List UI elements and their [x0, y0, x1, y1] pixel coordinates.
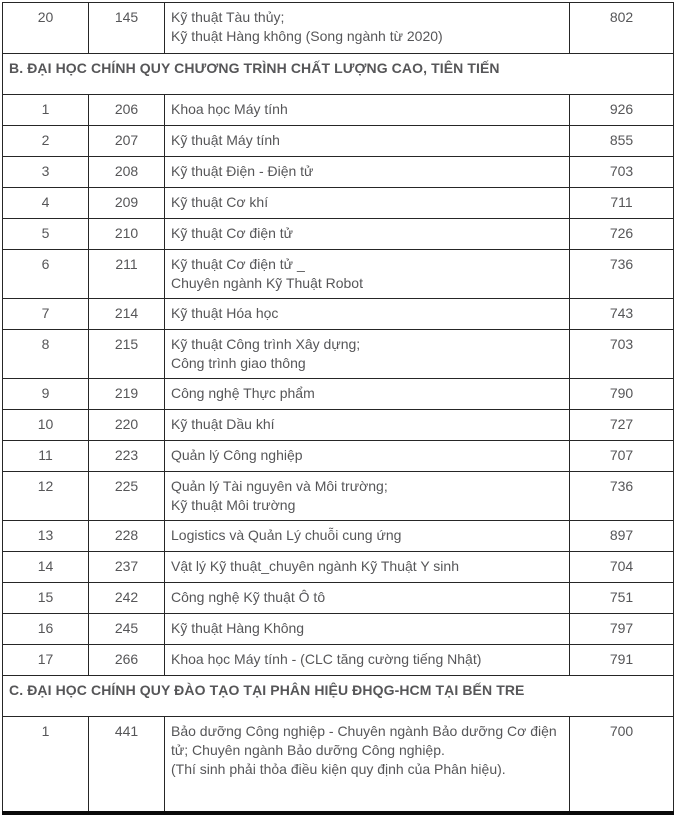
cell-score: 703: [570, 157, 674, 188]
cell-major-code: 210: [89, 219, 165, 250]
table-row: [3, 472, 674, 521]
cell-major-name: [165, 717, 570, 813]
table-row: [3, 410, 674, 441]
cell-major-code: 237: [89, 552, 165, 583]
major-name-line: Logistics và Quản Lý chuỗi cung ứng: [171, 527, 402, 543]
cell-stt: 16: [3, 614, 89, 645]
cell-major-name: [165, 410, 570, 441]
cell-major-name: [165, 3, 570, 54]
cell-major-name: [165, 219, 570, 250]
section-header-label: C. ĐẠI HỌC CHÍNH QUY ĐÀO TẠO TẠI PHÂN HIỆU ĐHQG-HCM TẠI BẾN TRE: [3, 676, 674, 717]
cell-stt: 2: [3, 126, 89, 157]
cell-major-name: [165, 441, 570, 472]
table-row: [3, 219, 674, 250]
table-row: [3, 521, 674, 552]
cell-major-code: 214: [89, 299, 165, 330]
cell-major-code: 245: [89, 614, 165, 645]
cell-major-code: 242: [89, 583, 165, 614]
cell-major-name: [165, 95, 570, 126]
cell-score: 726: [570, 219, 674, 250]
cell-major-name: [165, 583, 570, 614]
cell-score: 791: [570, 645, 674, 676]
cell-major-name: [165, 645, 570, 676]
cell-major-code: 223: [89, 441, 165, 472]
cell-score: 707: [570, 441, 674, 472]
cell-score: 751: [570, 583, 674, 614]
admission-scores-table: [2, 2, 674, 815]
major-name-line: Kỹ thuật Cơ điện tử: [171, 225, 294, 241]
table-row: [3, 157, 674, 188]
table-row: [3, 379, 674, 410]
cell-stt: 6: [3, 250, 89, 299]
section-header-row: [3, 676, 674, 717]
cell-stt: 12: [3, 472, 89, 521]
major-name-line: Kỹ thuật Hàng Không: [171, 620, 305, 636]
section-header-row: [3, 54, 674, 95]
cell-stt: 10: [3, 410, 89, 441]
cell-major-code: 220: [89, 410, 165, 441]
major-name-line: Công nghệ Kỹ thuật Ô tô: [171, 589, 326, 605]
cell-major-code: 215: [89, 330, 165, 379]
cell-major-code: 225: [89, 472, 165, 521]
cell-stt: 3: [3, 157, 89, 188]
major-name-line: Chuyên ngành Kỹ Thuật Robot: [171, 275, 363, 291]
cell-major-code: 207: [89, 126, 165, 157]
major-name-line: Kỹ thuật Hóa học: [171, 305, 279, 321]
cell-major-name: [165, 614, 570, 645]
cell-score: 704: [570, 552, 674, 583]
major-name-line: Kỹ thuật Dầu khí: [171, 416, 275, 432]
major-name-line: Kỹ thuật Công trình Xây dựng;: [171, 336, 361, 352]
cell-score: 736: [570, 250, 674, 299]
cell-major-code: 266: [89, 645, 165, 676]
cell-major-name: [165, 379, 570, 410]
cell-major-name: [165, 521, 570, 552]
cell-stt: 14: [3, 552, 89, 583]
table-row: [3, 250, 674, 299]
cell-score: 736: [570, 472, 674, 521]
cell-stt: 15: [3, 583, 89, 614]
cell-score: 797: [570, 614, 674, 645]
major-name-line: Kỹ thuật Hàng không (Song ngành từ 2020): [171, 28, 443, 44]
cell-major-name: [165, 472, 570, 521]
cell-stt: 1: [3, 95, 89, 126]
cell-major-name: [165, 330, 570, 379]
cell-stt: 17: [3, 645, 89, 676]
table-row: [3, 330, 674, 379]
cell-stt: 7: [3, 299, 89, 330]
major-name-line: Công trình giao thông: [171, 355, 306, 371]
cell-major-code: 219: [89, 379, 165, 410]
section-header-label: B. ĐẠI HỌC CHÍNH QUY CHƯƠNG TRÌNH CHẤT LƯỢNG CAO, TIÊN TIẾN: [3, 54, 674, 95]
cell-major-name: [165, 126, 570, 157]
major-name-line: Khoa học Máy tính - (CLC tăng cường tiếng Nhật): [171, 651, 482, 667]
major-name-line: Vật lý Kỹ thuật_chuyên ngành Kỹ Thuật Y sinh: [171, 558, 459, 574]
major-name-line: Quản lý Tài nguyên và Môi trường;: [171, 478, 388, 494]
cell-major-name: [165, 250, 570, 299]
cell-stt: 4: [3, 188, 89, 219]
table-body: [3, 3, 674, 813]
major-name-line: Quản lý Công nghiệp: [171, 447, 303, 463]
major-name-line: Bảo dưỡng Công nghiệp - Chuyên ngành Bảo dưỡng Cơ điện tử; Chuyên ngành Bảo dưỡng Công nghiệp.: [171, 723, 557, 758]
table-row: [3, 299, 674, 330]
cell-score: 802: [570, 3, 674, 54]
cell-major-code: 206: [89, 95, 165, 126]
major-name-line: Kỹ thuật Tàu thủy;: [171, 9, 285, 25]
table-row: [3, 95, 674, 126]
major-name-line: Kỹ thuật Cơ điện tử _: [171, 256, 305, 272]
table-row: [3, 717, 674, 813]
cell-major-code: 441: [89, 717, 165, 813]
cell-score: 727: [570, 410, 674, 441]
table-row: [3, 552, 674, 583]
major-name-line: Kỹ thuật Điện - Điện tử: [171, 163, 314, 179]
cell-stt: 8: [3, 330, 89, 379]
major-name-line: (Thí sinh phải thỏa điều kiện quy định của Phân hiệu).: [171, 761, 506, 777]
cell-stt: 1: [3, 717, 89, 813]
cell-major-code: 145: [89, 3, 165, 54]
table-row: [3, 188, 674, 219]
cell-score: 700: [570, 717, 674, 813]
cell-score: 743: [570, 299, 674, 330]
cell-score: 897: [570, 521, 674, 552]
major-name-line: Công nghệ Thực phẩm: [171, 385, 315, 401]
table-row: [3, 441, 674, 472]
major-name-line: Kỹ thuật Máy tính: [171, 132, 280, 148]
table-row: [3, 3, 674, 54]
cell-stt: 9: [3, 379, 89, 410]
cell-score: 703: [570, 330, 674, 379]
major-name-line: Kỹ thuật Cơ khí: [171, 194, 269, 210]
table-row: [3, 583, 674, 614]
cell-stt: 20: [3, 3, 89, 54]
cell-score: 711: [570, 188, 674, 219]
cell-stt: 11: [3, 441, 89, 472]
cell-major-code: 211: [89, 250, 165, 299]
table-row: [3, 645, 674, 676]
cell-major-code: 208: [89, 157, 165, 188]
table-row: [3, 614, 674, 645]
cell-score: 790: [570, 379, 674, 410]
table-row: [3, 126, 674, 157]
major-name-line: Kỹ thuật Môi trường: [171, 497, 296, 513]
cell-major-code: 209: [89, 188, 165, 219]
major-name-line: Khoa học Máy tính: [171, 101, 288, 117]
cell-stt: 13: [3, 521, 89, 552]
cell-major-name: [165, 188, 570, 219]
cell-major-code: 228: [89, 521, 165, 552]
cell-major-name: [165, 552, 570, 583]
cell-score: 926: [570, 95, 674, 126]
cell-stt: 5: [3, 219, 89, 250]
cell-major-name: [165, 157, 570, 188]
cell-major-name: [165, 299, 570, 330]
cell-score: 855: [570, 126, 674, 157]
